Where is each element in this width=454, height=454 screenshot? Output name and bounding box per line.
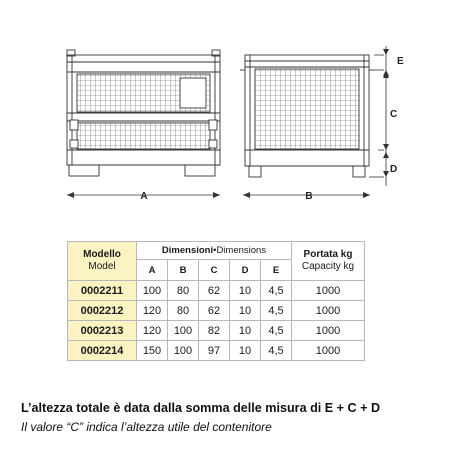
total-height-note: L’altezza totale è data dalla somma delle misura di E + C + D: [21, 401, 381, 415]
column-header-a: A: [137, 260, 168, 281]
side-view-drawing: [240, 55, 374, 177]
model-code: 0002213: [68, 321, 137, 341]
value-capacity: 1000: [292, 281, 365, 301]
dimension-d-label: D: [390, 164, 398, 175]
value-a: 100: [137, 281, 168, 301]
dimensions-header-sep: •: [213, 245, 217, 256]
dimensions-header-it: Dimensioni: [161, 245, 214, 256]
value-d: 10: [230, 281, 261, 301]
value-a: 120: [137, 301, 168, 321]
value-b: 80: [168, 301, 199, 321]
dimensions-header-cell: [137, 242, 292, 260]
value-d: 10: [230, 341, 261, 361]
value-b: 80: [168, 281, 199, 301]
value-e: 4,5: [261, 281, 292, 301]
dimension-c-label: C: [390, 109, 398, 120]
value-a: 120: [137, 321, 168, 341]
model-code: 0002211: [68, 281, 137, 301]
column-header-d: D: [230, 260, 261, 281]
value-c: 97: [199, 341, 230, 361]
capacity-header-cell: [292, 242, 365, 281]
capacity-header-en: Capacity kg: [301, 261, 355, 272]
dimension-a-label: A: [140, 191, 148, 202]
column-header-c: C: [199, 260, 230, 281]
value-c: 62: [199, 301, 230, 321]
value-a: 150: [137, 341, 168, 361]
specifications-table: [67, 241, 365, 361]
value-b: 100: [168, 341, 199, 361]
value-c: 62: [199, 281, 230, 301]
table-row: [68, 281, 365, 301]
value-e: 4,5: [261, 341, 292, 361]
model-code: 0002212: [68, 301, 137, 321]
value-d: 10: [230, 321, 261, 341]
table-row: [68, 301, 365, 321]
vertical-dimension-lines: [369, 46, 389, 186]
model-header-cell: [68, 242, 137, 281]
value-capacity: 1000: [292, 341, 365, 361]
table-row: [68, 321, 365, 341]
column-header-e: E: [261, 260, 292, 281]
dimension-e-label: E: [397, 56, 404, 67]
useful-height-note: Il valore “C” indica l’altezza utile del contenitore: [21, 420, 272, 434]
dimensions-header-en: Dimensions: [216, 245, 267, 256]
model-header-en: Model: [88, 261, 116, 272]
model-code: 0002214: [68, 341, 137, 361]
front-view-drawing: [67, 50, 220, 176]
model-header-it: Modello: [83, 249, 121, 260]
value-b: 100: [168, 321, 199, 341]
value-capacity: 1000: [292, 301, 365, 321]
container-technical-drawing: [0, 0, 454, 220]
capacity-header-it: Portata kg: [303, 249, 353, 260]
value-e: 4,5: [261, 301, 292, 321]
column-header-b: B: [168, 260, 199, 281]
dimension-b-label: B: [305, 191, 313, 202]
value-e: 4,5: [261, 321, 292, 341]
table-row: [68, 341, 365, 361]
value-capacity: 1000: [292, 321, 365, 341]
value-d: 10: [230, 301, 261, 321]
value-c: 82: [199, 321, 230, 341]
